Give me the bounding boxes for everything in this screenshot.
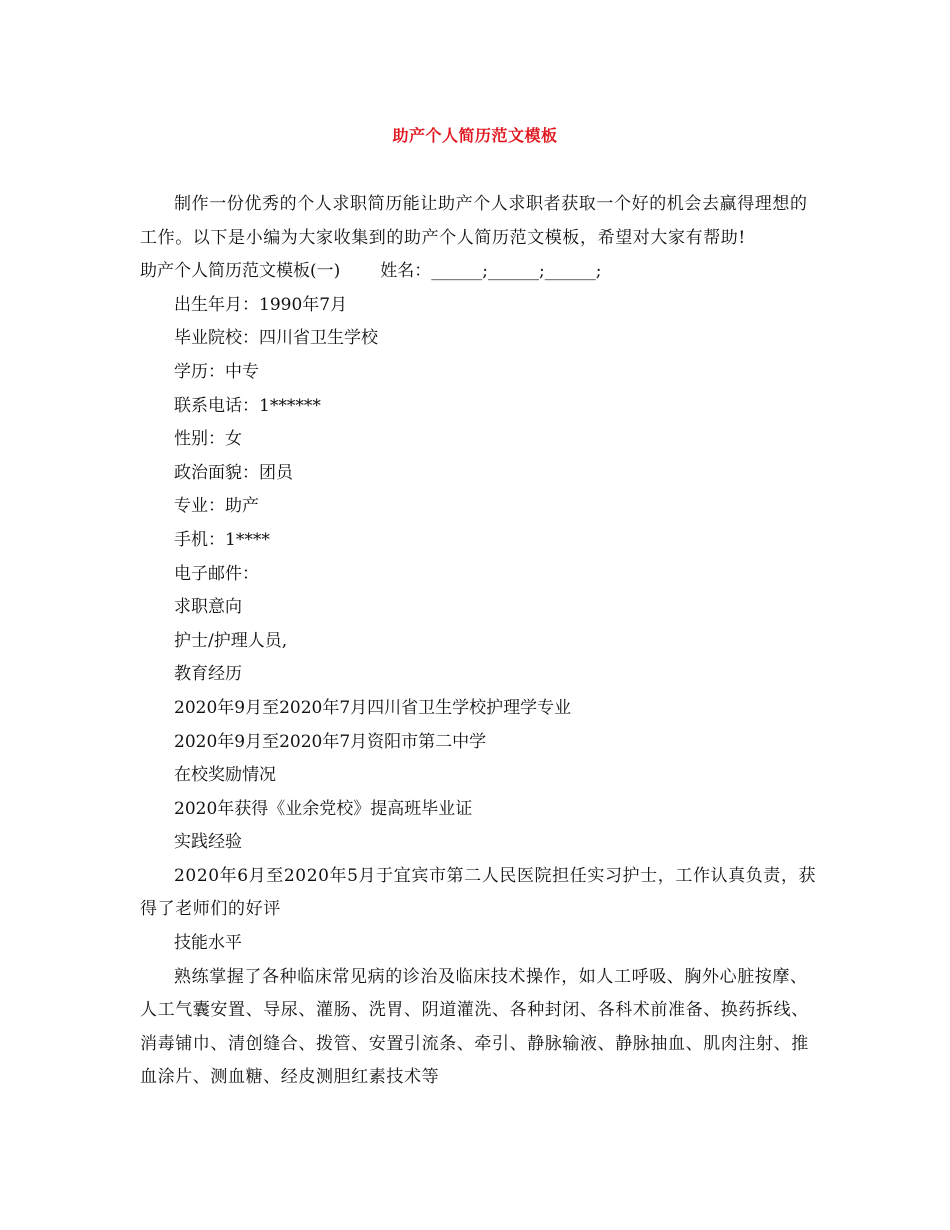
field-political: 政治面貌：团员 [174, 462, 293, 483]
template-heading-line [140, 255, 820, 289]
section-heading-practice: 实践经验 [174, 832, 242, 853]
section-heading-skills: 技能水平 [174, 933, 242, 954]
document-title: 助产个人简历范文模板 [392, 126, 558, 145]
field-mobile: 手机：1**** [174, 529, 270, 550]
name-field: 姓名：______;______;______; [380, 261, 602, 282]
section-heading-awards: 在校奖励情况 [174, 765, 276, 786]
field-school: 毕业院校：四川省卫生学校 [174, 328, 378, 349]
document-body [140, 188, 820, 1095]
field-education: 学历：中专 [174, 361, 259, 382]
field-gender: 性别：女 [174, 429, 242, 450]
objective-value: 护士/护理人员, [174, 630, 288, 651]
intro-paragraph: 制作一份优秀的个人求职简历能让助产个人求职者获取一个好的机会去赢得理想的工作。以下是小编为大家收集到的助产个人简历范文模板，希望对大家有帮助! [140, 194, 808, 248]
practice-paragraph: 2020年6月至2020年5月于宜宾市第二人民医院担任实习护士，工作认真负责，获得了老师们的好评 [140, 865, 817, 920]
field-birth: 出生年月：1990年7月 [174, 294, 348, 315]
award-item: 2020年获得《业余党校》提高班毕业证 [174, 798, 473, 819]
field-major: 专业：助产 [174, 496, 259, 517]
field-email: 电子邮件： [174, 563, 259, 584]
skills-paragraph: 熟练掌握了各种临床常见病的诊治及临床技术操作，如人工呼吸、胸外心脏按摩、人工气囊安置、导尿、灌肠、洗胃、阴道灌洗、各种封闭、各科术前准备、换药拆线、消毒铺巾、清创缝合、拨管、安置引流条、牵引、静脉输液、静脉抽血、肌肉注射、推血涂片、测血糖、经皮测胆红素技术等 [140, 966, 809, 1088]
section-heading-education: 教育经历 [174, 664, 242, 685]
education-item: 2020年9月至2020年7月资阳市第二中学 [174, 731, 487, 752]
field-phone: 联系电话：1****** [174, 395, 321, 416]
template-heading: 助产个人简历范文模板(一) [140, 261, 341, 282]
education-item: 2020年9月至2020年7月四川省卫生学校护理学专业 [174, 697, 572, 718]
section-heading-objective: 求职意向 [174, 597, 242, 618]
